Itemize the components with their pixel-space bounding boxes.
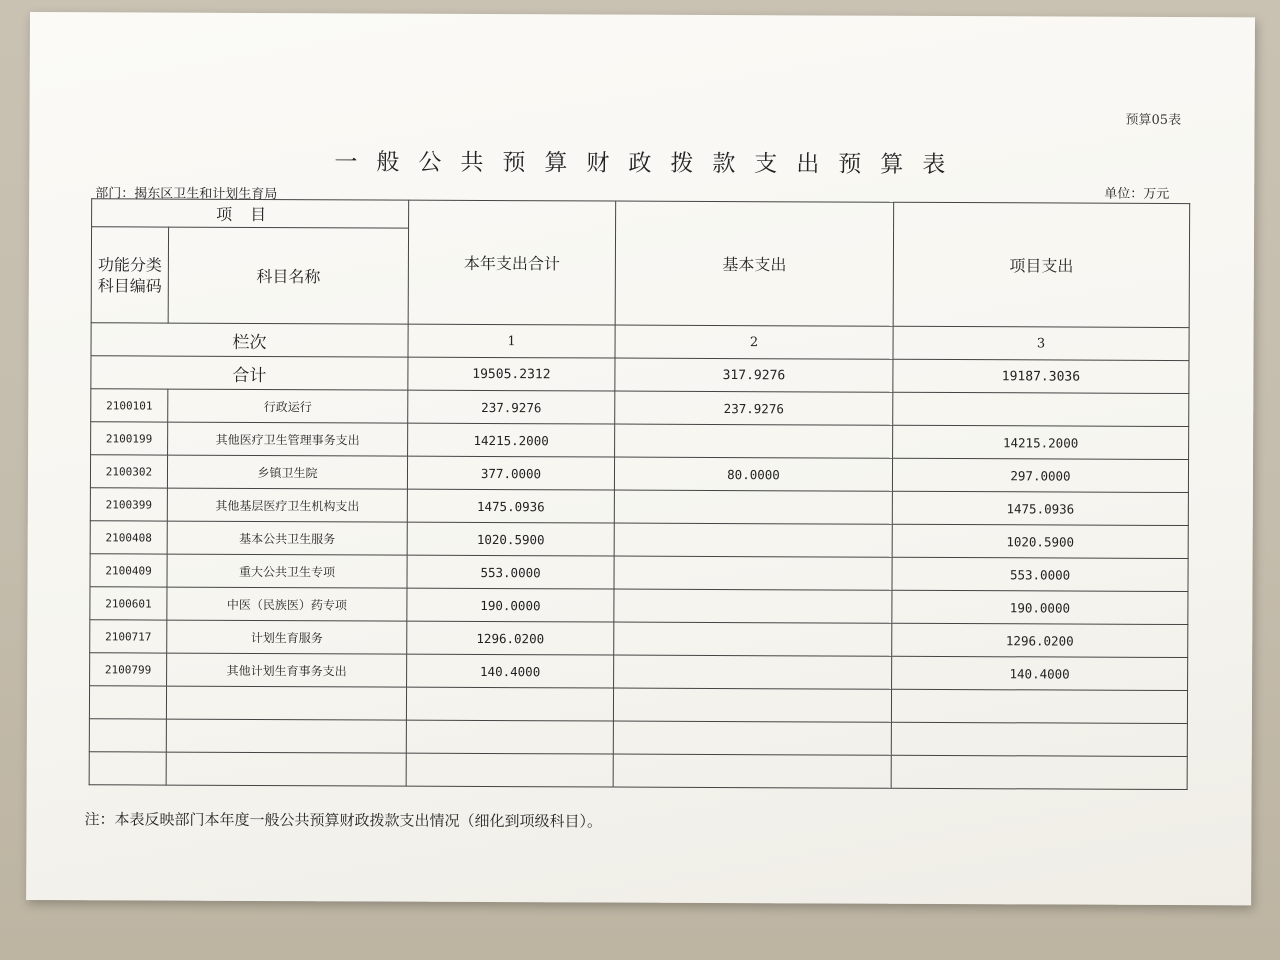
budget-table <box>89 198 1191 790</box>
empty-cell <box>613 688 891 722</box>
table-row <box>90 653 1188 691</box>
row-item: 1475.0936 <box>892 491 1188 525</box>
table-row <box>90 587 1188 625</box>
empty-cell <box>406 720 613 754</box>
table-row <box>91 422 1189 460</box>
empty-cell <box>406 753 613 787</box>
row-basic: 80.0000 <box>614 457 892 491</box>
row-total-amount: 1475.0936 <box>407 489 614 523</box>
empty-cell <box>613 721 891 755</box>
footnote: 注：本表反映部门本年度一般公共预算财政拨款支出情况（细化到项级科目）。 <box>84 810 603 831</box>
table-row <box>91 389 1189 427</box>
row-code: 2100408 <box>90 521 167 554</box>
row-total-amount: 553.0000 <box>407 555 614 589</box>
row-name: 行政运行 <box>168 389 408 423</box>
seq-3: 3 <box>893 326 1189 360</box>
row-code: 2100199 <box>91 422 168 455</box>
empty-row <box>89 719 1187 757</box>
row-code: 2100409 <box>90 554 167 587</box>
row-code: 2100717 <box>90 620 167 653</box>
total-basic: 317.9276 <box>615 358 893 392</box>
row-basic <box>614 556 892 590</box>
row-name: 计划生育服务 <box>167 620 407 654</box>
row-name: 基本公共卫生服务 <box>167 521 407 555</box>
row-name: 其他计划生育事务支出 <box>167 653 407 687</box>
header-func-code-line1: 功能分类 <box>97 254 162 275</box>
header-func-code <box>91 227 168 323</box>
row-total-amount: 14215.2000 <box>408 423 615 457</box>
seq-1: 1 <box>408 324 615 358</box>
seq-2: 2 <box>615 325 893 359</box>
empty-cell <box>89 686 166 719</box>
header-item: 项目支出 <box>893 202 1190 327</box>
empty-cell <box>89 752 166 785</box>
empty-row <box>89 686 1187 724</box>
row-total-amount: 140.4000 <box>407 654 614 688</box>
empty-cell <box>406 687 613 721</box>
header-basic: 基本支出 <box>615 201 894 326</box>
empty-cell <box>166 686 406 720</box>
row-code: 2100101 <box>91 389 168 422</box>
table-row <box>90 554 1188 592</box>
row-item: 1296.0200 <box>892 623 1188 657</box>
empty-cell <box>166 719 406 753</box>
row-total-amount: 1020.5900 <box>407 522 614 556</box>
row-name: 其他医疗卫生管理事务支出 <box>168 422 408 456</box>
empty-cell <box>89 719 166 752</box>
header-total: 本年支出合计 <box>408 200 616 325</box>
row-item: 140.4000 <box>892 656 1188 690</box>
empty-cell <box>166 752 406 786</box>
row-basic: 237.9276 <box>615 391 893 425</box>
empty-cell <box>891 755 1187 789</box>
row-total-amount: 377.0000 <box>407 456 614 490</box>
row-item <box>893 392 1189 426</box>
total-label: 合计 <box>91 356 408 390</box>
row-item: 553.0000 <box>892 557 1188 591</box>
total-item: 19187.3036 <box>893 359 1189 393</box>
row-item: 190.0000 <box>892 590 1188 624</box>
table-row <box>90 455 1188 493</box>
row-item: 297.0000 <box>892 458 1188 492</box>
row-item: 1020.5900 <box>892 524 1188 558</box>
empty-row <box>89 752 1187 790</box>
row-basic <box>614 655 892 689</box>
page-title: 一般公共预算财政拨款支出预算表 <box>334 149 965 179</box>
row-code: 2100799 <box>90 653 167 686</box>
row-basic <box>614 523 892 557</box>
form-code: 预算05表 <box>1125 112 1182 129</box>
row-name: 中医（民族医）药专项 <box>167 587 407 621</box>
row-code: 2100302 <box>90 455 167 488</box>
header-subject-name: 科目名称 <box>168 227 408 324</box>
empty-cell <box>891 689 1187 723</box>
table-row <box>90 488 1188 526</box>
row-basic <box>614 622 892 656</box>
empty-cell <box>891 722 1187 756</box>
row-basic <box>614 589 892 623</box>
department-label: 部门：揭东区卫生和计划生育局 <box>95 186 278 203</box>
table-row <box>90 620 1188 658</box>
header-func-code-line2: 科目编码 <box>97 275 162 296</box>
row-name: 重大公共卫生专项 <box>167 554 407 588</box>
row-total-amount: 190.0000 <box>407 588 614 622</box>
total-amount: 19505.2312 <box>408 357 615 391</box>
row-name: 乡镇卫生院 <box>167 455 407 489</box>
header-project: 项目 <box>92 199 409 228</box>
row-code: 2100601 <box>90 587 167 620</box>
row-basic <box>615 424 893 458</box>
row-name: 其他基层医疗卫生机构支出 <box>167 488 407 522</box>
seq-label: 栏次 <box>91 323 408 357</box>
empty-cell <box>613 754 891 788</box>
row-basic <box>614 490 892 524</box>
paper-sheet <box>26 12 1255 905</box>
row-total-amount: 237.9276 <box>408 390 615 424</box>
row-code: 2100399 <box>90 488 167 521</box>
row-item: 14215.2000 <box>893 425 1189 459</box>
row-total-amount: 1296.0200 <box>407 621 614 655</box>
table-row <box>90 521 1188 559</box>
unit-label: 单位：万元 <box>1104 186 1170 202</box>
